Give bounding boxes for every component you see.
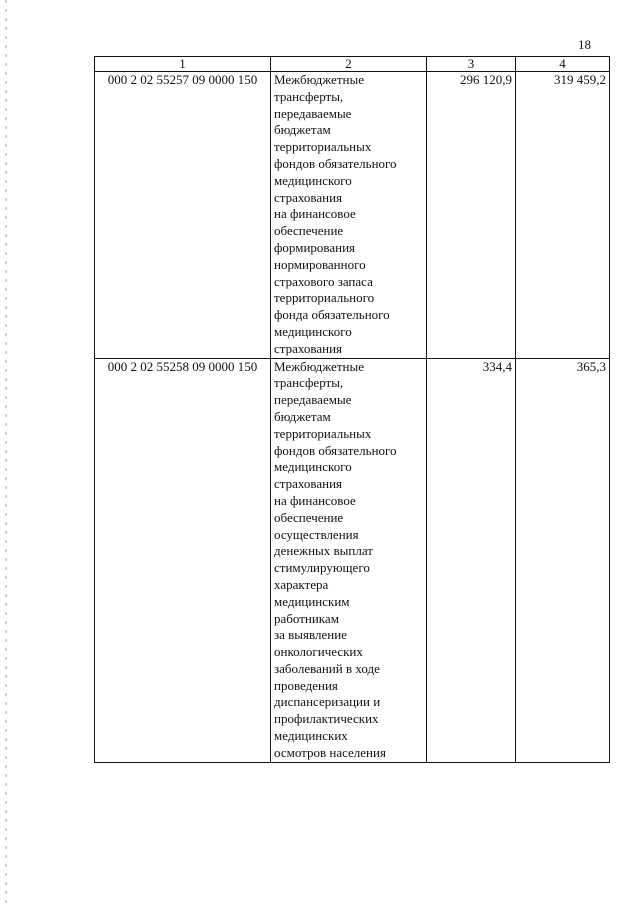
column-header-1: 1 [95, 57, 271, 72]
budget-table [94, 56, 610, 763]
description-line: на финансовое [274, 492, 356, 508]
description-line: осуществления [274, 526, 359, 542]
page-number: 18 [578, 37, 591, 52]
description-line: медицинского [274, 459, 352, 475]
description-line: Межбюджетные [274, 72, 364, 87]
description-line: профилактических [274, 711, 379, 727]
description-line: медицинского [274, 172, 352, 188]
scan-edge-marks [5, 0, 7, 905]
description-line: проведения [274, 677, 338, 693]
description-line: медицинским [274, 593, 350, 609]
description-line: передаваемые [274, 105, 352, 121]
description-line: передаваемые [274, 392, 352, 408]
description-line: страхования [274, 340, 343, 356]
value-col3-cell: 296 120,9 [427, 72, 516, 359]
description-line: формирования [274, 239, 356, 255]
description-line: Межбюджетные [274, 358, 364, 374]
column-header-2: 2 [271, 57, 427, 72]
description-line: территориальных [274, 425, 372, 441]
description-line: осмотров населения [274, 744, 386, 760]
description-line: на финансовое [274, 206, 356, 222]
description-line: диспансеризации и [274, 694, 381, 710]
description-line: страхования [274, 476, 343, 492]
table-row [95, 72, 610, 359]
description-line: бюджетам [274, 122, 331, 138]
description-line: заболеваний в ходе [274, 660, 380, 676]
value-col4-cell: 365,3 [516, 358, 610, 762]
description-line: территориальных [274, 139, 372, 155]
description-cell [271, 72, 427, 359]
description-line: бюджетам [274, 408, 331, 424]
description-line: характера [274, 576, 329, 592]
description-line: нормированного [274, 256, 366, 272]
table-header-row [95, 57, 610, 72]
description-line: территориального [274, 290, 375, 306]
description-line: обеспечение [274, 509, 344, 525]
description-line: стимулирующего [274, 560, 370, 576]
description-line: обеспечение [274, 223, 344, 239]
budget-code-cell: 000 2 02 55257 09 0000 150 [95, 72, 271, 359]
description-line: медицинского [274, 323, 352, 339]
description-cell [271, 358, 427, 762]
budget-code-cell: 000 2 02 55258 09 0000 150 [95, 358, 271, 762]
description-line: за выявление [274, 627, 347, 643]
description-line: денежных выплат [274, 543, 373, 559]
description-line: страхового запаса [274, 273, 373, 289]
description-line: медицинских [274, 728, 348, 744]
description-line: работникам [274, 610, 339, 626]
column-header-4: 4 [516, 57, 610, 72]
description-line: трансферты, [274, 375, 344, 391]
value-col3-cell: 334,4 [427, 358, 516, 762]
value-col4-cell: 319 459,2 [516, 72, 610, 359]
table-row [95, 358, 610, 762]
description-line: страхования [274, 189, 343, 205]
description-line: трансферты, [274, 88, 344, 104]
description-line: фондов обязательного [274, 155, 397, 171]
column-header-3: 3 [427, 57, 516, 72]
description-line: онкологических [274, 644, 363, 660]
description-line: фондов обязательного [274, 442, 397, 458]
description-line: фонда обязательного [274, 307, 390, 323]
